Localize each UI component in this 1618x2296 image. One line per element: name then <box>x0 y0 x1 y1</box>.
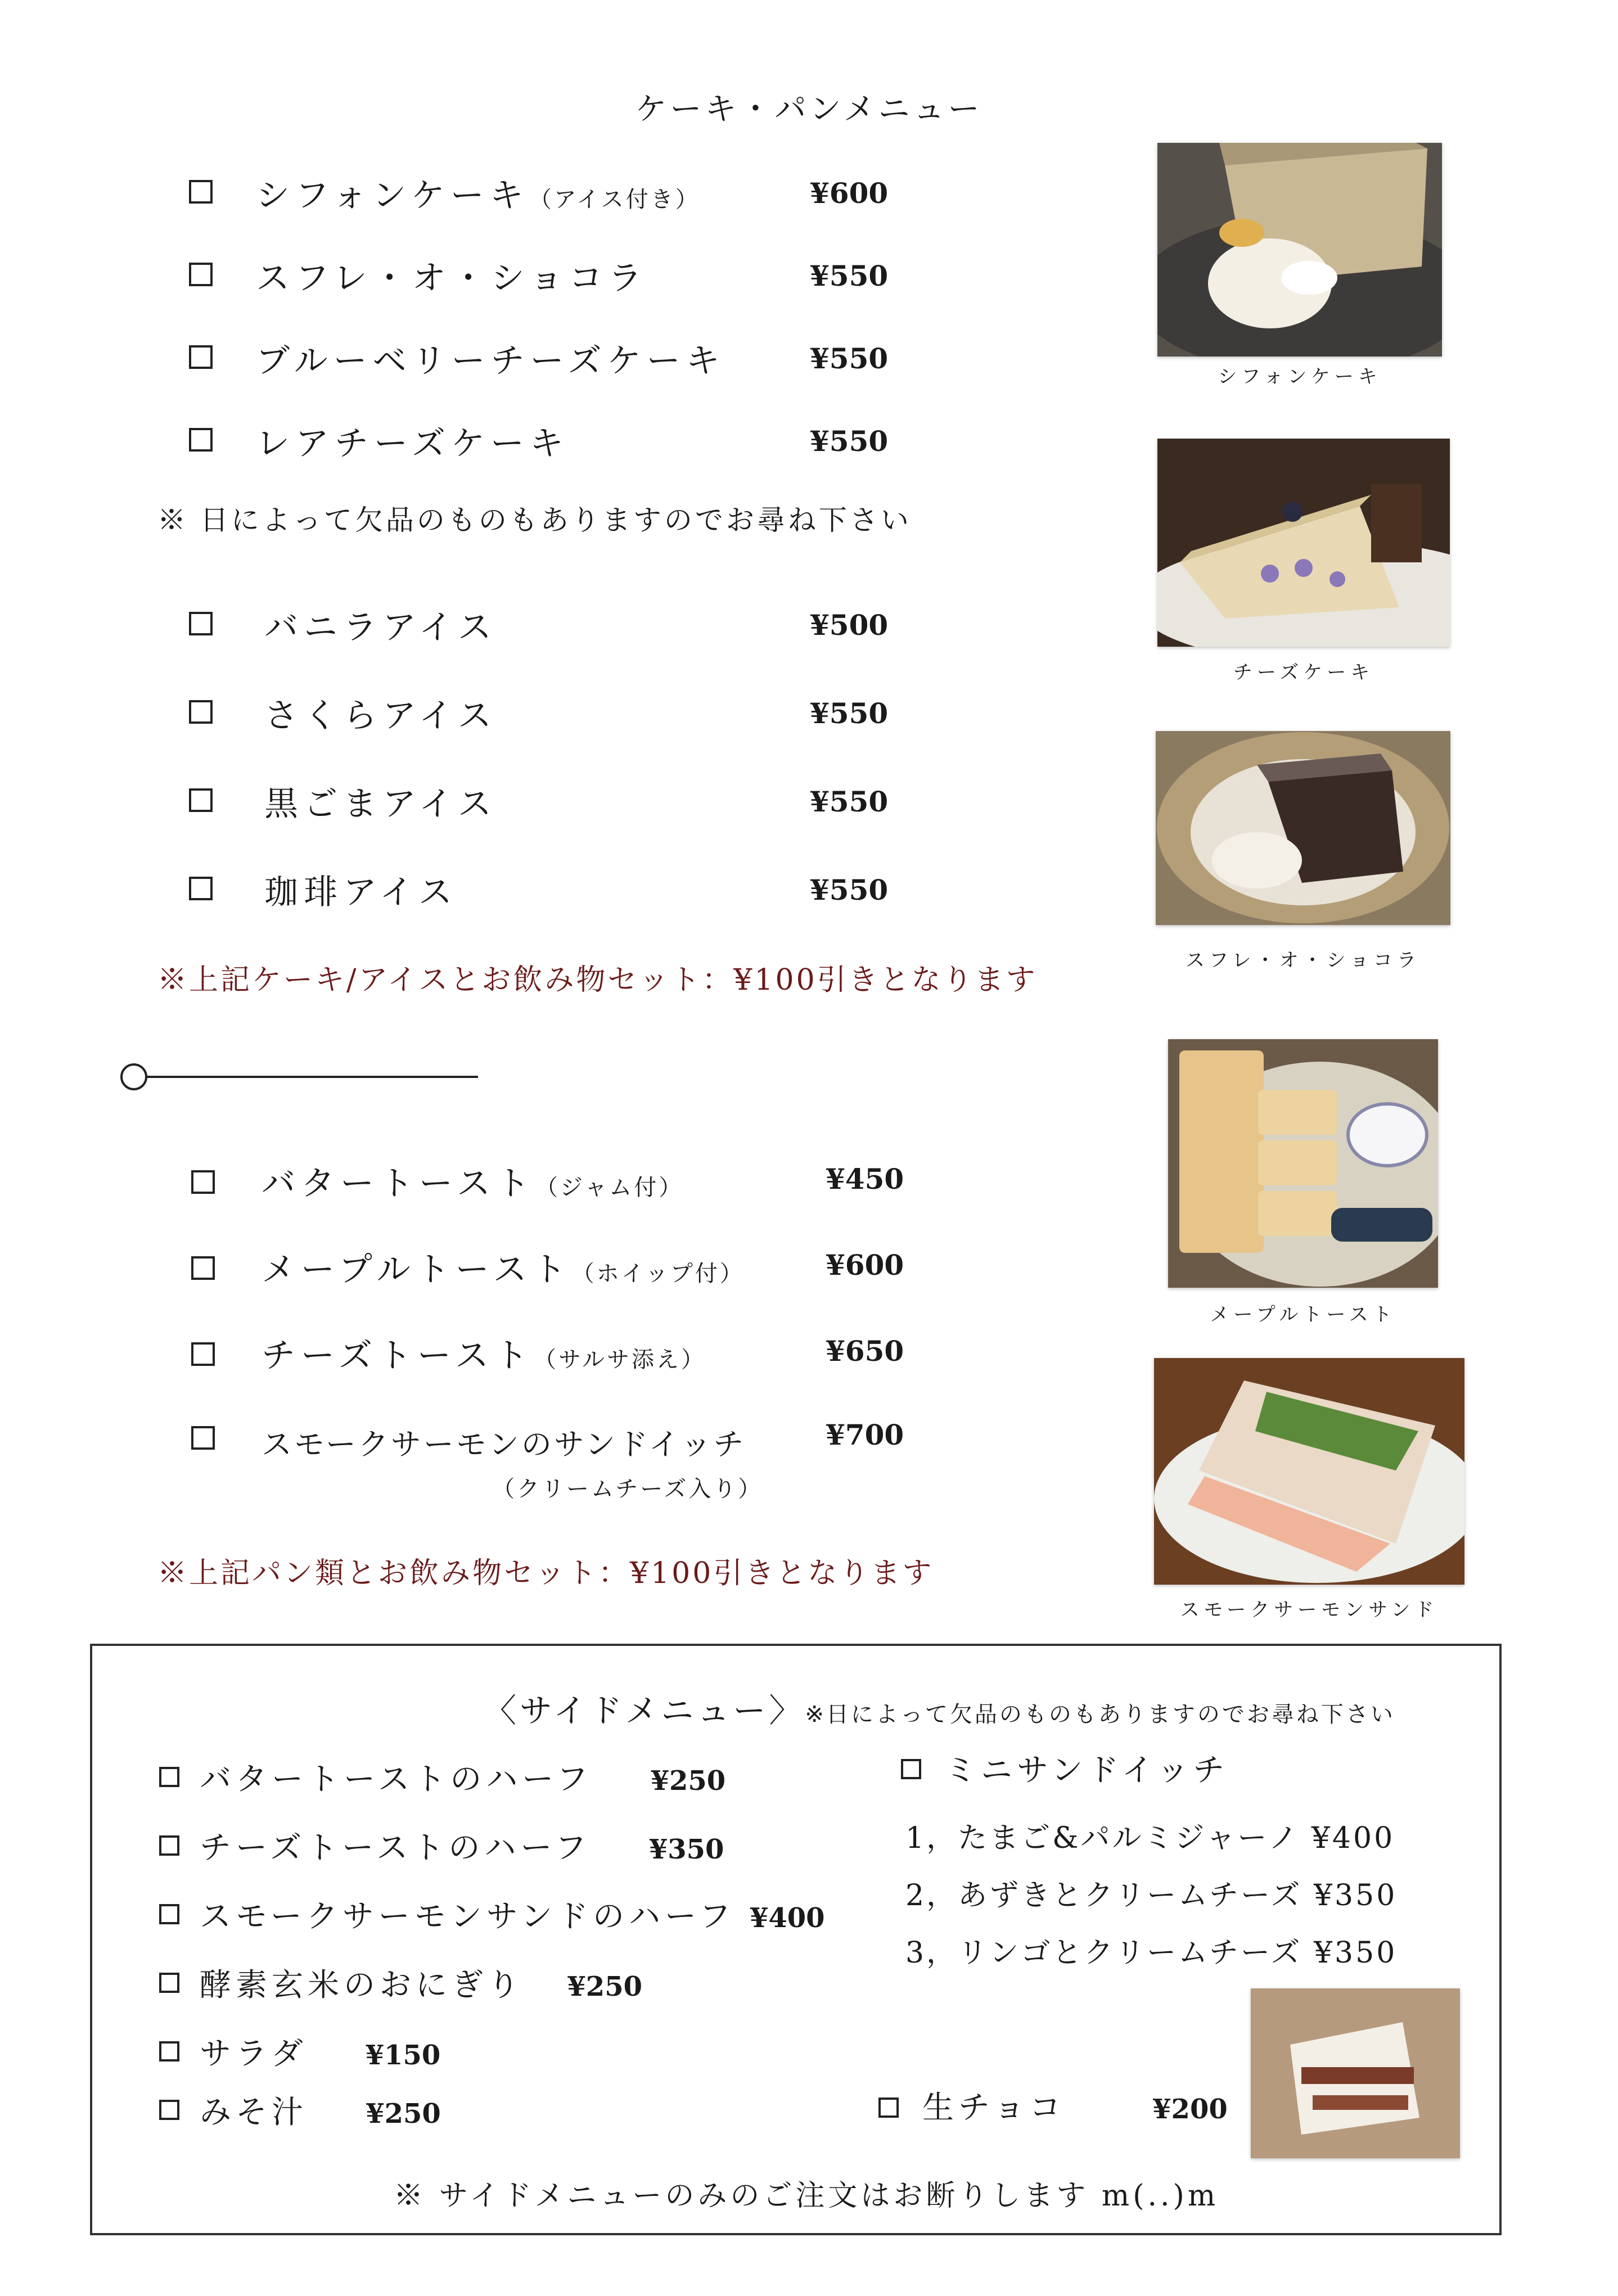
chiffon-photo <box>1157 143 1442 357</box>
cake-set-note: ※上記ケーキ/アイスとお飲み物セット：¥100引きとなります <box>157 963 1038 997</box>
list-item: みそ汁 ¥250 <box>200 2094 441 2131</box>
mini-sandwich-label: ミニサンドイッチ <box>945 1752 1229 1789</box>
item-price: ¥650 <box>826 1334 904 1368</box>
page-title: ケーキ・パンメニュー <box>635 91 983 128</box>
item-price: ¥550 <box>810 342 889 375</box>
list-item: サラダ ¥150 <box>200 2036 441 2072</box>
item-sub: （ジャム付） <box>535 1175 684 1201</box>
checkbox[interactable] <box>191 1170 215 1194</box>
item-price: ¥700 <box>826 1418 904 1451</box>
list-item: 生チョコ ¥200 <box>922 2090 1228 2126</box>
item-name: バタートースト <box>262 1164 535 1203</box>
item-name: 珈琲アイス <box>264 873 458 912</box>
checkbox[interactable] <box>159 1767 179 1787</box>
photo-caption: スモークサーモンサンド <box>1180 1599 1439 1621</box>
photo-caption: メープルトースト <box>1210 1303 1396 1326</box>
checkbox[interactable] <box>189 428 213 452</box>
checkbox[interactable] <box>878 2097 899 2118</box>
item-name: チーズトースト <box>262 1336 534 1375</box>
photo-caption: シフォンケーキ <box>1218 366 1382 388</box>
mini-sandwich-photo <box>1251 1988 1460 2158</box>
checkbox[interactable] <box>159 2100 179 2120</box>
item-name: バニラアイス <box>264 608 497 647</box>
item-name: シフォンケーキ <box>256 176 529 215</box>
checkbox[interactable] <box>189 612 213 635</box>
souffle-photo <box>1156 731 1450 925</box>
item-name: スフレ・オ・ショコラ <box>256 259 648 298</box>
checkbox[interactable] <box>189 877 213 900</box>
checkbox[interactable] <box>189 700 213 724</box>
photo-caption: スフレ・オ・ショコラ <box>1186 949 1421 972</box>
side-menu-footer: ※ サイドメニューのみのご注文はお断りします m(..)m <box>394 2179 1219 2213</box>
item-price: ¥550 <box>810 425 889 458</box>
maple-toast-photo <box>1168 1039 1438 1288</box>
item-sub: （クリームチーズ入り） <box>492 1476 763 1502</box>
salmon-sand-photo <box>1154 1358 1464 1585</box>
item-name: ブルーベリーチーズケーキ <box>256 341 725 381</box>
bread-set-note: ※上記パン類とお飲み物セット：¥100引きとなります <box>157 1557 934 1590</box>
checkbox[interactable] <box>159 1835 179 1856</box>
item-name: スモークサーモンのサンドイッチ <box>262 1427 746 1462</box>
checkbox[interactable] <box>159 2041 179 2062</box>
item-sub: （サルサ添え） <box>534 1347 706 1373</box>
checkbox[interactable] <box>189 788 213 812</box>
item-price: ¥600 <box>826 1248 904 1282</box>
item-price: ¥550 <box>810 873 889 906</box>
item-price: ¥550 <box>810 697 889 730</box>
item-price: ¥450 <box>826 1162 904 1196</box>
checkbox[interactable] <box>189 180 213 204</box>
item-price: ¥500 <box>810 608 889 642</box>
mini-sandwich-option: 1，たまご&パルミジャーノ ¥400 <box>905 1821 1395 1855</box>
section-divider <box>118 1060 484 1094</box>
mini-sandwich-option: 3，リンゴとクリームチーズ ¥350 <box>905 1936 1398 1970</box>
item-name: メープルトースト <box>262 1250 572 1289</box>
checkbox[interactable] <box>189 263 213 286</box>
cheesecake-photo <box>1157 439 1450 647</box>
item-sub: （ホイップ付） <box>571 1261 745 1287</box>
checkbox[interactable] <box>159 1904 179 1924</box>
item-price: ¥600 <box>810 177 889 210</box>
list-item: スモークサーモンサンドのハーフ ¥400 <box>200 1898 825 1935</box>
side-menu-heading-note: ※日によって欠品のものもありますのでお尋ね下さい <box>805 1702 1395 1727</box>
item-price: ¥550 <box>810 259 889 292</box>
list-item: チーズトーストのハーフ ¥350 <box>200 1830 724 1866</box>
cake-stock-note: ※ 日によって欠品のものもありますのでお尋ね下さい <box>157 504 912 536</box>
list-item: 酵素玄米のおにぎり ¥250 <box>200 1967 642 2004</box>
checkbox[interactable] <box>191 1342 215 1366</box>
item-price: ¥550 <box>810 785 889 818</box>
item-name: レアチーズケーキ <box>256 424 569 463</box>
item-sub: （アイス付き） <box>529 187 700 213</box>
checkbox[interactable] <box>189 345 213 369</box>
side-menu-heading: 〈サイドメニュー〉※日によって欠品のものもありますのでお尋ね下さい <box>484 1691 1395 1730</box>
checkbox[interactable] <box>191 1256 215 1280</box>
list-item: バタートーストのハーフ ¥250 <box>200 1761 726 1798</box>
checkbox[interactable] <box>191 1426 215 1450</box>
item-name: 黒ごまアイス <box>264 784 497 824</box>
checkbox[interactable] <box>901 1759 921 1779</box>
photo-caption: チーズケーキ <box>1233 661 1374 684</box>
checkbox[interactable] <box>159 1973 179 1993</box>
item-name: さくらアイス <box>264 696 497 736</box>
mini-sandwich-option: 2，あずきとクリームチーズ ¥350 <box>905 1879 1398 1912</box>
